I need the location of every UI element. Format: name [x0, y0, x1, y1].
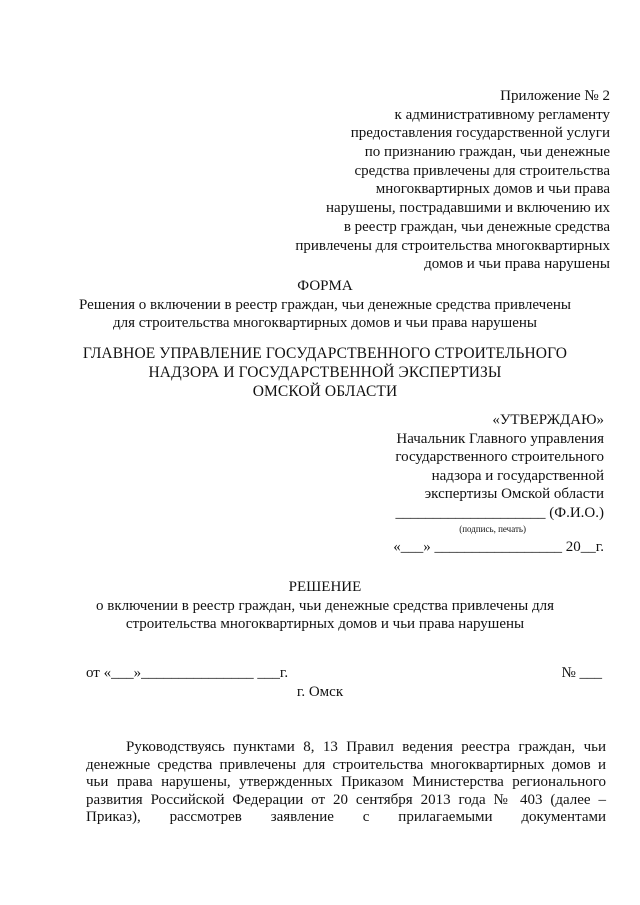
decision-title-line: о включении в реестр граждан, чьи денежные средства привлечены для	[96, 597, 554, 614]
appendix-line: Приложение № 2	[500, 88, 610, 104]
signature-line: ____________________ (Ф.И.О.)	[395, 504, 604, 521]
approval-position-line: Начальник Главного управления	[396, 430, 604, 447]
decision-date-field: от «___»_______________ ___г.	[86, 665, 289, 681]
appendix-header	[280, 87, 610, 274]
body-paragraph	[86, 738, 606, 826]
form-heading: ФОРМА	[297, 278, 353, 294]
city-name: г. Омск	[296, 684, 344, 700]
appendix-line: привлечены для строительства многоквартирных	[295, 237, 610, 254]
form-title-line: для строительства многоквартирных домов и чьи права нарушены	[113, 315, 537, 331]
decision-number-field: № ___	[561, 665, 602, 681]
approval-date-line: «___» _________________ 20__г.	[393, 539, 604, 555]
body-line: чьи права нарушены, утвержденных Приказом Министерства регионального	[86, 774, 606, 791]
appendix-line: по признанию граждан, чьи денежные	[364, 144, 610, 161]
organization-name	[60, 345, 590, 402]
organization-line: НАДЗОРА И ГОСУДАРСТВЕННОЙ ЭКСПЕРТИЗЫ	[148, 364, 502, 381]
appendix-line: нарушены, пострадавшими и включению их	[326, 200, 610, 217]
appendix-line: многоквартирных домов и чьи права	[375, 181, 610, 198]
approval-position-line: надзора и государственной	[431, 467, 604, 484]
approval-position-line: государственного строительного	[395, 449, 604, 465]
decision-title-line: строительства многоквартирных домов и чьи права нарушены	[125, 616, 525, 632]
approval-stamp: «УТВЕРЖДАЮ»	[492, 412, 604, 428]
approval-position-line: экспертизы Омской области	[424, 486, 604, 502]
decision-title	[60, 578, 590, 634]
form-title	[60, 277, 590, 333]
appendix-line: к административному регламенту	[394, 106, 610, 123]
appendix-line: предоставления государственной услуги	[350, 125, 610, 142]
organization-line: ГЛАВНОЕ УПРАВЛЕНИЕ ГОСУДАРСТВЕННОГО СТРОИТЕЛЬНОГО	[82, 345, 568, 362]
body-line: развития Российской Федерации от 20 сентября 2013 года № 403 (далее –	[86, 791, 606, 808]
appendix-line: домов и чьи права нарушены	[424, 256, 610, 273]
body-line: денежные средства привлечены для строительства многоквартирных домов и	[86, 756, 606, 773]
appendix-line: средства привлечены для строительства	[354, 162, 610, 179]
body-line: Приказ), рассмотрев заявление с прилагаемыми документами	[86, 809, 606, 826]
organization-line: ОМСКОЙ ОБЛАСТИ	[252, 383, 398, 400]
body-line: Руководствуясь пунктами 8, 13 Правил ведения реестра граждан, чьи	[126, 739, 606, 755]
approval-block	[324, 411, 604, 557]
appendix-line: в реестр граждан, чьи денежные средства	[343, 218, 610, 235]
form-title-line: Решения о включении в реестр граждан, чьи денежные средства привлечены	[79, 296, 571, 313]
signature-caption: (подпись, печать)	[459, 524, 526, 534]
decision-heading: РЕШЕНИЕ	[288, 579, 362, 595]
